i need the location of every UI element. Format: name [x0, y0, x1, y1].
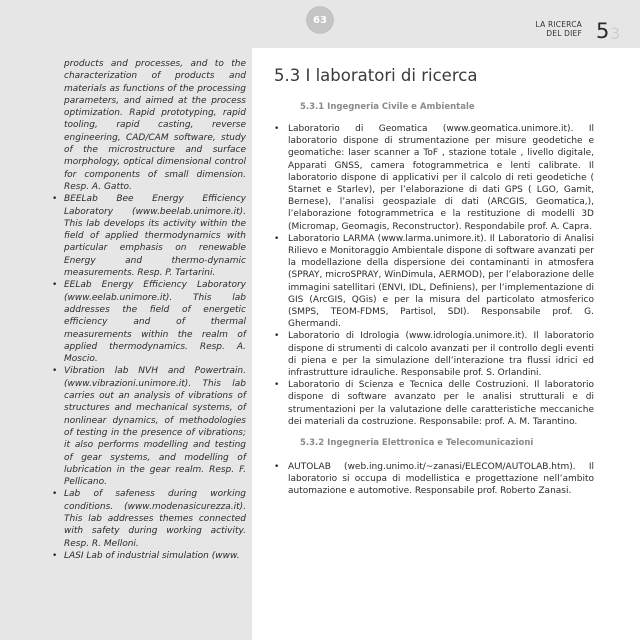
labs-list-electronics	[274, 461, 594, 498]
list-item-idrologia: • Laboratorio di Idrologia (www.idrologia.unimore.it). Il laboratorio dispone di strumenti di calcolo avanzati per il controllo degli eventi di piena e per la simulazione dell’interazione tra flussi idrici ed infrastrutture idrauliche. Responsabile prof. S. Orlandini.	[274, 330, 594, 379]
left-item-continuation: products and processes, and to the characterization of products and materials as functions of the processing parameters, and aimed at the process optimization. Rapid prototyping, rapid tooling, rapid casting, reverse engineering, CAD/CAM software, study of the microstructure and surface morphology, optical dimensional control for components of small dimension. Resp. A. Gatto.	[64, 59, 246, 192]
chapter-subnumber: 3	[610, 24, 621, 43]
subsection-heading-civil: 5.3.1 Ingegneria Civile e Ambientale	[300, 102, 475, 112]
left-item-vibration-lab: • Vibration lab NVH and Powertrain. (www.vibrazioni.unimore.it). This lab carries out an analysis of vibrations of structures and mechanical systems, of nonlinear dynamics, of methodologies of testing in the presence of vibrations; it also performs modelling and testing of gear systems, and modelling of lubrication in the gear realm. Resp. F. Pellicano.	[52, 365, 246, 488]
list-item-larma: • Laboratorio LARMA (www.larma.unimore.it). Il Laboratorio di Analisi Rilievo e Monitoraggio Ambientale dispone di software avanzati per la modellazione della dispersione dei contaminanti in atmosfera (SPRAY, microSPRAY, WinDimula, AERMOD), per l’elaborazione delle immagini satellitari (ENVI, IDL, Definiens), per l’implementazione di GIS (ArcGIS, QGis) e per la misura del particolato atmosferico (SMPS, TEOM-FDMS, Partisol, SDI). Responsabile prof. G. Ghermandi.	[274, 233, 594, 331]
left-item-beelab: • BEELab Bee Energy Efficiency Laboratory (www.beelab.unimore.it). This lab develops its activity within the field of applied thermodynamics with particular emphasis on renewable Energy and thermo-dynamic measurements. Resp. P. Tartarini.	[52, 193, 246, 279]
chapter-label-line1: LA RICERCA	[535, 20, 582, 29]
page-header	[0, 0, 640, 48]
left-item-eelab: • EELab Energy Efficiency Laboratory (www.eelab.unimore.it). This lab addresses the field of energetic efficiency and of thermal measurements within the realm of applied thermodynamics. Resp. A. Moscio.	[52, 279, 246, 365]
labs-list-civil	[274, 123, 594, 428]
chapter-label	[536, 20, 582, 38]
subsection-heading-electronics: 5.3.2 Ingegneria Elettronica e Telecomunicazioni	[300, 438, 534, 449]
left-column-text	[52, 58, 246, 562]
list-item-geomatica: • Laboratorio di Geomatica (www.geomatica.unimore.it). Il laboratorio dispone di strumentazione per misure geodetiche e geomatiche: laser scanner a ToF , stazione totale , livello digitale, Apparati GNSS, camera fotogrammetrica e lenti calibrate. Il laboratorio dispone di applicativi per il calcolo di reti geodetiche ( Starnet e Starlev), per l’elaborazione di dati GPS ( LGO, Gamit, Bernese), l’analisi geospaziale di dati (ARCGIS, Geomatica,), l’elaborazione fotogrammetrica e la restituzione di modelli 3D (Micromap, Geomagis, Reconstructor). Respondabile prof. A. Capra.	[274, 123, 594, 233]
chapter-number: 5	[596, 19, 610, 43]
section-title: 5.3 I laboratori di ricerca	[274, 66, 478, 85]
list-item-autolab: • AUTOLAB (web.ing.unimo.it/~zanasi/ELECOM/AUTOLAB.htm). Il laboratorio si occupa di modellistica e progettazione nell’ambito automazione e automotive. Responsabile prof. Roberto Zanasi.	[274, 461, 594, 498]
main-content	[274, 58, 594, 498]
list-item-scienza-costruzioni: • Laboratorio di Scienza e Tecnica delle Costruzioni. Il laboratorio dispone di software avanzato per le analisi strutturali e di strumentazioni per la valutazione delle caratteristiche meccaniche dei materiali da costruzione. Responsabile: prof. A. M. Tarantino.	[274, 379, 594, 428]
page-number-badge: 63	[306, 6, 334, 34]
left-item-lasi-lab: • LASI Lab of industrial simulation (www.	[52, 550, 246, 562]
left-item-safeness-lab: • Lab of safeness during working conditions. (www.modenasicurezza.it). This lab addresses themes connected with safety during working activity. Resp. R. Melloni.	[52, 488, 246, 549]
chapter-label-line2: DEL DIEF	[546, 29, 582, 38]
